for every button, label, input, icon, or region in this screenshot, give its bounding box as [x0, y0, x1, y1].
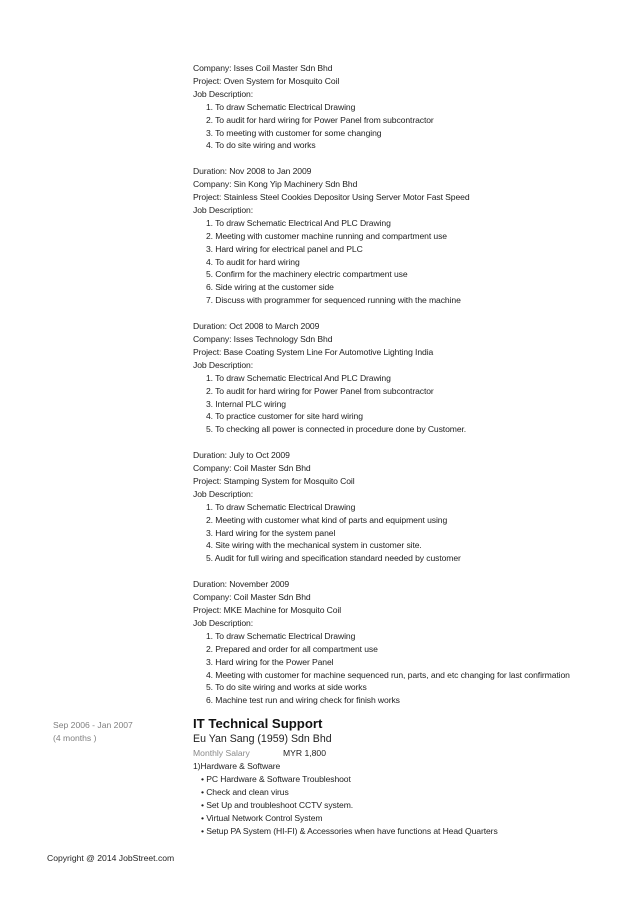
job-description-item: 1. To draw Schematic Electrical Drawing — [206, 101, 356, 112]
job-description-item: 1. To draw Schematic Electrical And PLC Drawing — [206, 372, 391, 383]
job-description-item: 4. To practice customer for site hard wiring — [206, 411, 363, 422]
job-description-label: Job Description: — [193, 88, 254, 99]
job-description-item: 5. Audit for full wiring and specification standard needed by customer — [206, 553, 461, 564]
job-description-item: 2. Prepared and order for all compartment use — [206, 643, 378, 654]
job-bullet-item: • Set Up and troubleshoot CCTV system. — [201, 799, 354, 810]
project-company: Company: Coil Master Sdn Bhd — [193, 463, 311, 474]
job-description-item: 1. To draw Schematic Electrical Drawing — [206, 630, 356, 641]
job-description-item: 3. To meeting with customer for some changing — [206, 127, 382, 138]
project-entry — [193, 320, 613, 436]
project-entry — [193, 578, 613, 707]
project-company: Company: Coil Master Sdn Bhd — [193, 592, 311, 603]
job-description-item: 6. Side wiring at the customer side — [206, 282, 334, 293]
project-duration: Duration: July to Oct 2009 — [193, 450, 290, 461]
job-description-label: Job Description: — [193, 204, 254, 215]
job-description-item: 4. To audit for hard wiring — [206, 256, 300, 267]
project-entry — [193, 449, 613, 565]
job-description-item: 2. To audit for hard wiring for Power Panel from subcontractor — [206, 385, 434, 396]
project-name: Project: Stainless Steel Cookies Depositor Using Server Motor Fast Speed — [193, 192, 470, 203]
job-description-item: 3. Hard wiring for the Power Panel — [206, 656, 334, 667]
job-bullet-item: • Check and clean virus — [201, 786, 289, 797]
employment-period — [53, 719, 133, 745]
project-duration: Duration: Nov 2008 to Jan 2009 — [193, 166, 312, 177]
job-description-item: 7. Discuss with programmer for sequenced running with the machine — [206, 295, 461, 306]
project-list — [193, 62, 613, 707]
project-duration: Duration: November 2009 — [193, 579, 290, 590]
project-company: Company: Isses Coil Master Sdn Bhd — [193, 63, 333, 73]
job-section-heading: 1)Hardware & Software — [193, 761, 281, 771]
project-name: Project: Stamping System for Mosquito Coil — [193, 475, 355, 486]
project-name: Project: Oven System for Mosquito Coil — [193, 75, 340, 86]
job-title: IT Technical Support — [193, 716, 323, 731]
copyright-footer: Copyright @ 2014 JobStreet.com — [47, 853, 175, 863]
job-description-label: Job Description: — [193, 488, 254, 499]
job-description-item: 3. Internal PLC wiring — [206, 398, 286, 409]
spacer — [193, 436, 613, 449]
job-company: Eu Yan Sang (1959) Sdn Bhd — [193, 733, 332, 745]
spacer — [193, 152, 613, 165]
employment-duration: (4 months ) — [53, 733, 97, 743]
salary-label: Monthly Salary — [193, 748, 250, 758]
salary-row — [193, 747, 613, 760]
job-bullet-item: • Setup PA System (HI-FI) & Accessories when have functions at Head Quarters — [201, 825, 498, 836]
project-name: Project: MKE Machine for Mosquito Coil — [193, 605, 342, 615]
project-entry — [193, 165, 613, 307]
project-entry — [193, 62, 613, 152]
job-description-item: 4. Meeting with customer for machine sequenced run, parts, and etc changing for last confirmation — [206, 669, 570, 680]
job-description-item: 5. To do site wiring and works at side works — [206, 682, 367, 693]
job-description-item: 3. Hard wiring for the system panel — [206, 527, 336, 538]
job-description-item: 4. Site wiring with the mechanical system in customer site. — [206, 540, 422, 551]
project-name: Project: Base Coating System Line For Automotive Lighting India — [193, 346, 434, 357]
job-description-item: 2. Meeting with customer what kind of parts and equipment using — [206, 514, 448, 525]
job-description-item: 2. Meeting with customer machine running and compartment use — [206, 230, 447, 241]
project-duration: Duration: Oct 2008 to March 2009 — [193, 321, 320, 332]
job-entry — [193, 716, 613, 837]
spacer — [193, 565, 613, 578]
job-description-item: 1. To draw Schematic Electrical And PLC Drawing — [206, 217, 391, 228]
job-description-item: 6. Machine test run and wiring check for finish works — [206, 695, 400, 706]
job-bullet-item: • PC Hardware & Software Troubleshoot — [201, 773, 351, 784]
job-description-item: 1. To draw Schematic Electrical Drawing — [206, 501, 356, 512]
salary-value: MYR 1,800 — [283, 748, 326, 758]
spacer — [193, 307, 613, 320]
job-description-item: 2. To audit for hard wiring for Power Panel from subcontractor — [206, 114, 434, 125]
job-description-item: 5. Confirm for the machinery electric compartment use — [206, 269, 408, 280]
project-company: Company: Isses Technology Sdn Bhd — [193, 334, 333, 344]
job-bullet-item: • Virtual Network Control System — [201, 812, 323, 823]
job-description-item: 4. To do site wiring and works — [206, 140, 316, 151]
employment-date-range: Sep 2006 - Jan 2007 — [53, 720, 133, 730]
project-company: Company: Sin Kong Yip Machinery Sdn Bhd — [193, 179, 358, 190]
job-description-label: Job Description: — [193, 617, 254, 628]
job-description-item: 5. To checking all power is connected in procedure done by Customer. — [206, 424, 467, 435]
job-description-item: 3. Hard wiring for electrical panel and PLC — [206, 243, 363, 254]
job-description-label: Job Description: — [193, 359, 254, 370]
